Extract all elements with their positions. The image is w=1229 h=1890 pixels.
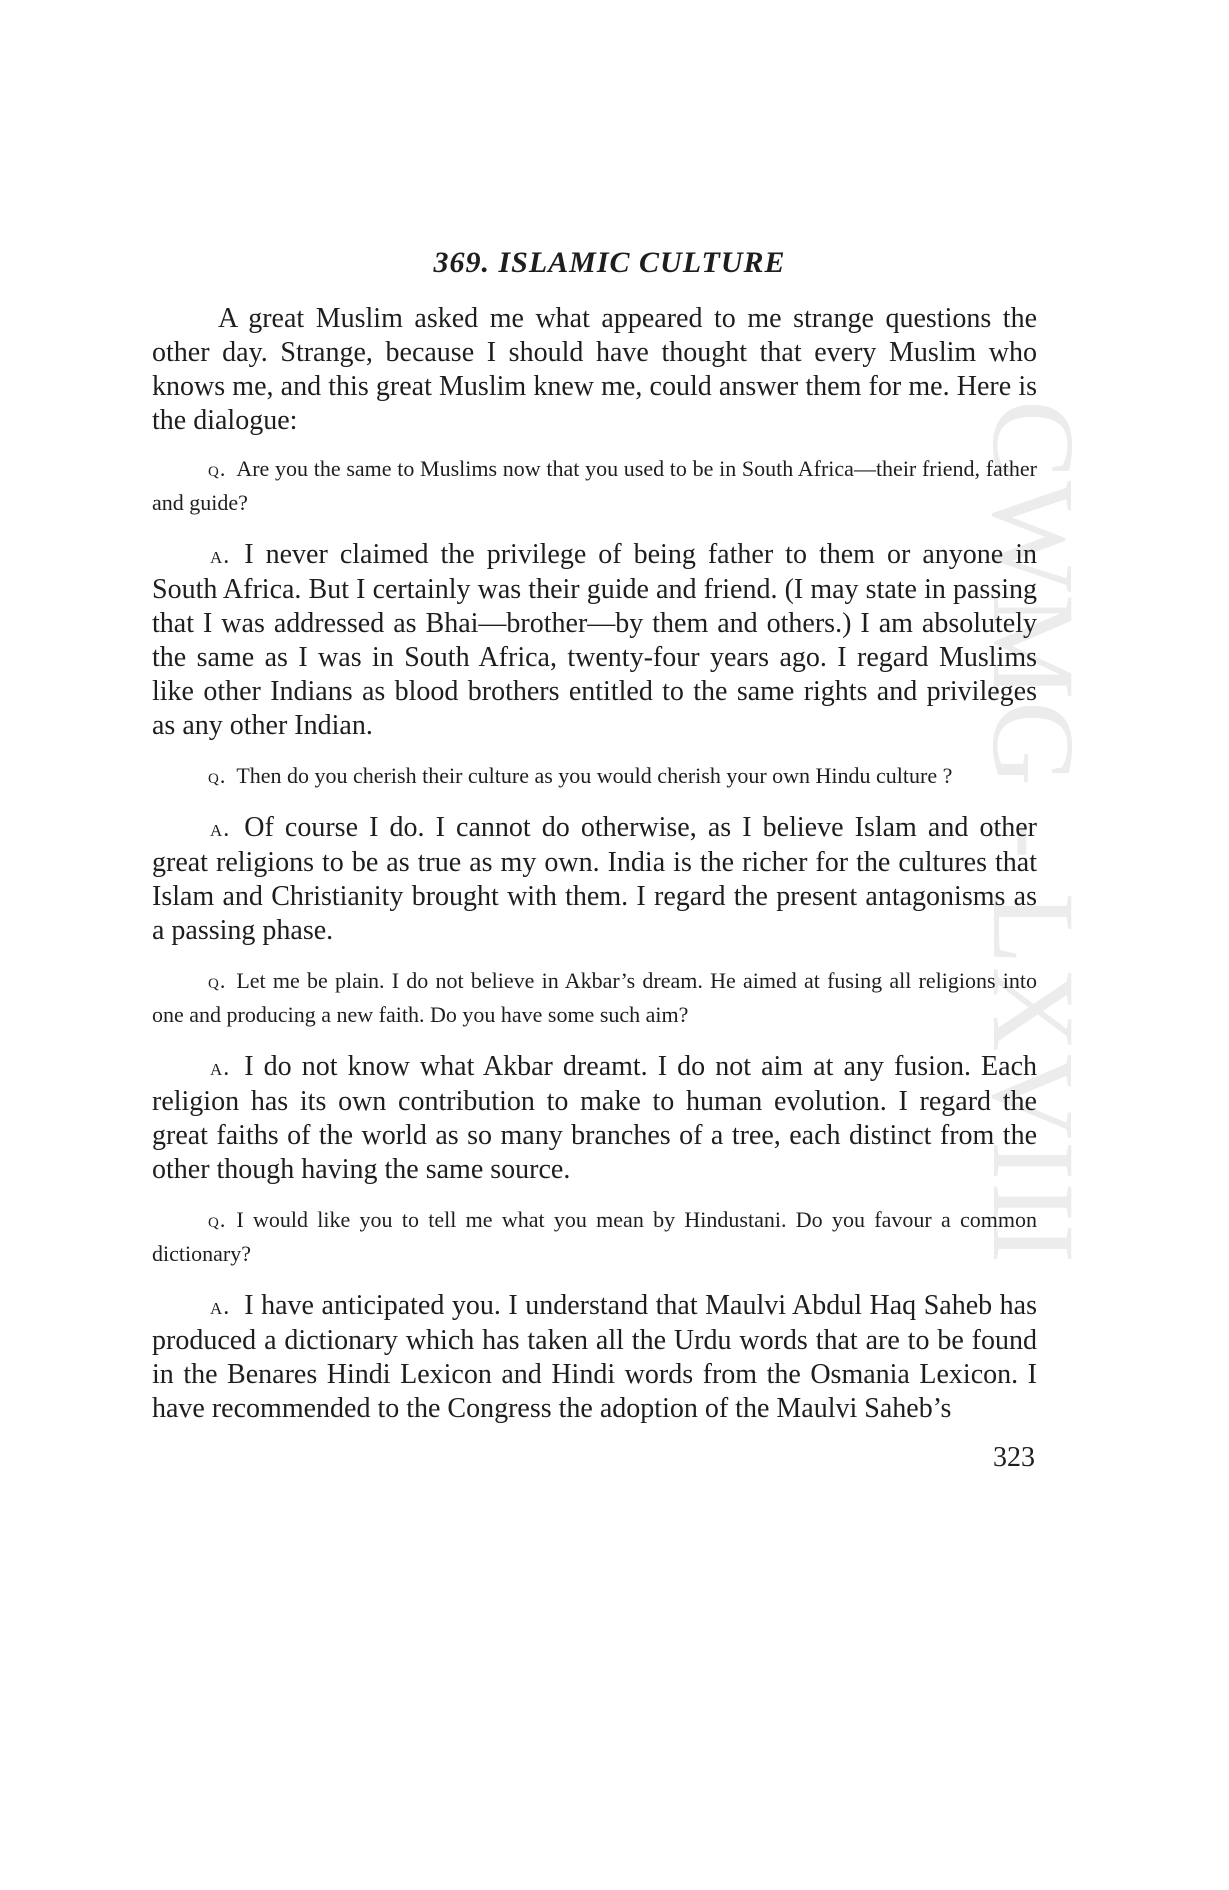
question-3 (152, 964, 1037, 1032)
answer-text: I never claimed the privilege of being father to them or anyone in South Africa. But I certainly was their guide and friend. (I may state in passing that I was addressed as Bhai—brother—by them and others.) I am absolutely the same as I was in South Africa, twenty-four years ago. I regard Muslims like other Indians as blood brothers entitled to the same rights and privileges as any other Indian. (152, 539, 1037, 741)
question-text: Then do you cherish their culture as you would cherish your own Hindu culture ? (236, 763, 953, 788)
answer-marker: a. (210, 1055, 231, 1081)
question-2 (152, 759, 1037, 793)
question-marker: q. (208, 1207, 227, 1232)
page-number: 323 (993, 1442, 1035, 1473)
question-marker: q. (208, 456, 227, 481)
question-marker: q. (208, 968, 227, 993)
page-body (152, 246, 1037, 1474)
watermark-text: CWMG - LXVIII (968, 400, 1099, 1265)
answer-text: I have anticipated you. I understand that Maulvi Abdul Haq Saheb has produced a dictionary which has taken all the Urdu words that are to be found in the Benares Hindi Lexicon and Hindi words from the Osmania Lexicon. I have recommended to the Congress the adoption of the Maulvi Saheb’s (152, 1290, 1037, 1424)
answer-2 (152, 811, 1037, 948)
question-text: Let me be plain. I do not believe in Akbar’s dream. He aimed at fusing all religions into one and producing a new faith. Do you have some such aim? (152, 968, 1037, 1027)
answer-marker: a. (210, 1294, 231, 1320)
page-title: 369. ISLAMIC CULTURE (433, 246, 786, 279)
answer-marker: a. (210, 543, 231, 569)
answer-marker: a. (210, 816, 231, 842)
question-text: I would like you to tell me what you mean by Hindustani. Do you favour a common dictionary? (152, 1207, 1037, 1266)
question-marker: q. (208, 763, 227, 788)
question-1 (152, 452, 1037, 520)
answer-text: I do not know what Akbar dreamt. I do not aim at any fusion. Each religion has its own contribution to make to human evolution. I regard the great faiths of the world as so many branches of a tree, each distinct from the other though having the same source. (152, 1051, 1037, 1185)
intro-paragraph: A great Muslim asked me what appeared to me strange questions the other day. Strange, because I should have thought that every Muslim who knows me, and this great Muslim knew me, could answer them for me. Here is the dialogue: (152, 303, 1037, 436)
answer-3 (152, 1050, 1037, 1187)
answer-4 (152, 1289, 1037, 1426)
answer-1 (152, 538, 1037, 743)
answer-text: Of course I do. I cannot do otherwise, as I believe Islam and other great religions to be as true as my own. India is the richer for the cultures that Islam and Christianity brought with them. I regard the present antagonisms as a passing phase. (152, 812, 1037, 946)
question-text: Are you the same to Muslims now that you used to be in South Africa—their friend, father and guide? (152, 456, 1037, 515)
question-4 (152, 1203, 1037, 1271)
